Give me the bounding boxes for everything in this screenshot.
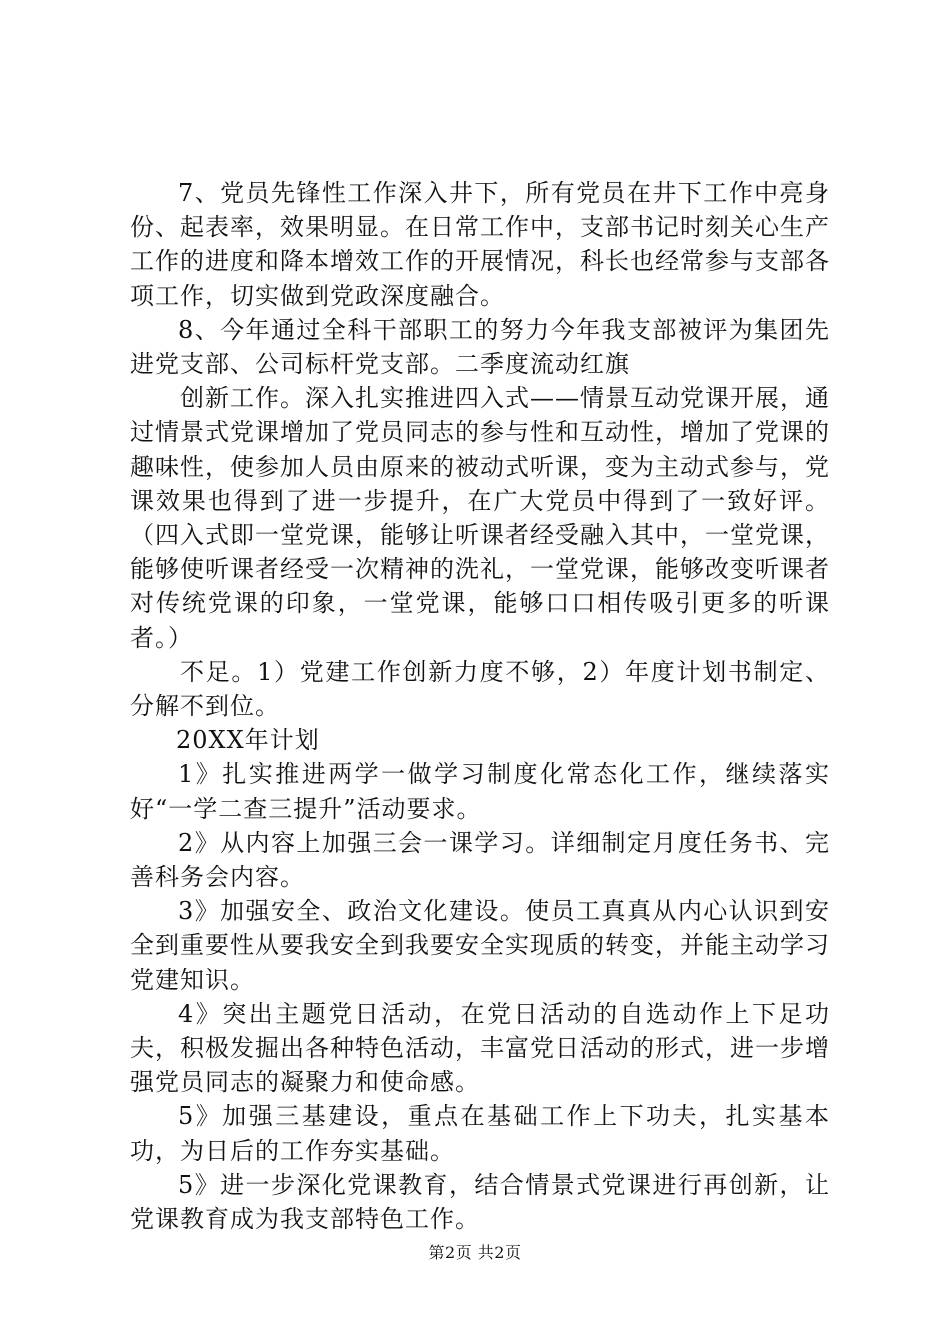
paragraph-item-8: 8、今年通过全科干部职工的努力今年我支部被评为集团先进党支部、公司标杆党支部。二季度流动红旗 bbox=[130, 315, 830, 379]
plan-item-5b: 5》进一步深化党课教育，结合情景式党课进行再创新，让党课教育成为我支部特色工作。 bbox=[130, 1170, 830, 1234]
plan-item-4: 4》突出主题党日活动，在党日活动的自选动作上下足功夫，积极发掘出各种特色活动，丰富党日活动的形式，进一步增强党员同志的凝聚力和使命感。 bbox=[130, 999, 830, 1097]
plan-item-3: 3》加强安全、政治文化建设。使员工真真从内心认识到安全到重要性从要我安全到我要安全实现质的转变，并能主动学习党建知识。 bbox=[130, 897, 830, 994]
plan-item-5a: 5》加强三基建设，重点在基础工作上下功夫，扎实基本功，为日后的工作夯实基础。 bbox=[130, 1102, 830, 1165]
paragraph-shortcomings: 不足。1）党建工作创新力度不够，2）年度计划书制定、分解不到位。 bbox=[130, 657, 830, 721]
paragraph-innovation: 创新工作。深入扎实推进四入式——情景互动党课开展，通过情景式党课增加了党员同志的参与性和互动性，增加了党课的趣味性，使参加人员由原来的被动式听课，变为主动式参与，党课效果也得到了进一步提升，在广大党员中得到了一致好评。（四入式即一堂党课，能够让听课者经受融入其中，一堂党课，能够使听课者经受一次精神的洗礼，一堂党课，能够改变听课者对传统党课的印象，一堂党课，能够口口相传吸引更多的听课者。） bbox=[130, 384, 830, 652]
page-number-footer: 第2页 共2页 bbox=[428, 1243, 522, 1262]
plan-item-1: 1》扎实推进两学一做学习制度化常态化工作，继续落实好“一学二查三提升”活动要求。 bbox=[130, 760, 830, 823]
section-heading-plan: 20XX年计划 bbox=[176, 726, 320, 755]
document-body bbox=[130, 176, 830, 1236]
plan-item-2: 2》从内容上加强三会一课学习。详细制定月度任务书、完善科务会内容。 bbox=[130, 828, 830, 892]
paragraph-item-7: 7、党员先锋性工作深入井下，所有党员在井下工作中亮身份、起表率，效果明显。在日常工作中，支部书记时刻关心生产工作的进度和降本增效工作的开展情况，科长也经常参与支部各项工作，切实做到党政深度融合。 bbox=[130, 179, 830, 310]
